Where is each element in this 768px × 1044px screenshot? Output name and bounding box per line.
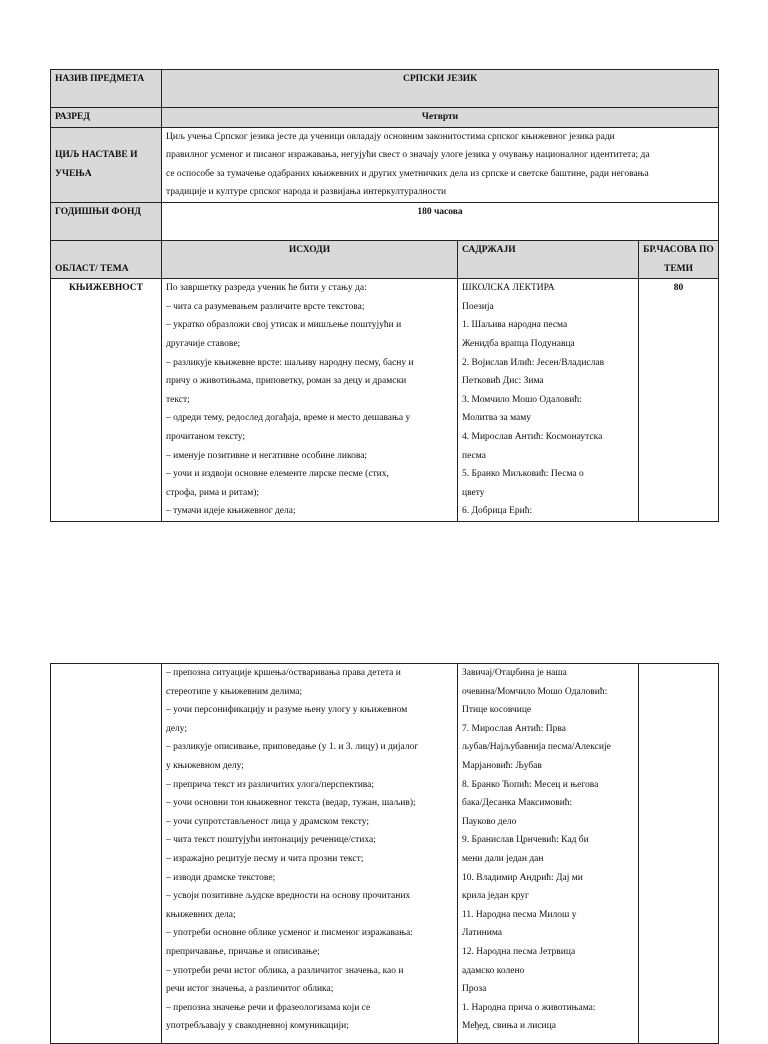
content-line: Поезија [462,301,494,312]
content-line: Молитва за маму [462,413,532,424]
content-line: Птице косовчице [462,705,532,716]
goal-line: правилног усменог и писаног изражавања, негујући свест о значају улоге језика у очувању националног идентитета; да [166,150,650,161]
outcome-line: – изражајно рецитује песму и чита прозни текст; [166,853,364,864]
outcome-line: препричавање, причање и описивање; [166,946,320,957]
outcome-line: – препричa текст из различитих улога/перспектива; [166,779,375,790]
area-cell-empty [51,664,162,1044]
outcome-line: – уочи основни тон књижевног текста (ведар, тужан, шаљив); [166,798,416,809]
content-line: Петковић Дис: Зима [462,376,544,387]
goal-label: ЦИЉ НАСТАВЕ И УЧЕЊА [51,127,162,202]
content-line: Завичај/Отаџбина је наша [462,668,567,678]
content-line: крила један круг [462,891,529,902]
outcome-line: – уочи персонификацију и разуме њену улогу у књижевном [166,705,408,716]
fund-value: 180 часова [162,202,719,240]
outcome-line: По завршетку разреда ученик ће бити у стању да: [166,283,367,294]
outcomes-cell [162,664,458,1044]
outcome-line: – одреди тему, редослед догађаја, време и место дешавања у [166,413,411,424]
content-line: 12. Народна песма Јетрвица [462,946,576,957]
content-line: 6. Добрица Ерић: [462,506,533,517]
outcome-line: књижевних дела; [166,909,236,920]
content-cell [458,279,639,522]
content-line: Пауково дело [462,816,517,827]
column-header-outcomes: ИСХОДИ [162,240,458,278]
content-line: цвету [462,487,485,498]
outcome-line: стереотипе у књижевним делима; [166,686,303,697]
fund-label: ГОДИШЊИ ФОНД [51,202,162,240]
grade-label: РАЗРЕД [51,108,162,128]
content-line: 1. Народна прича о животињама: [462,1002,596,1013]
outcome-line: строфа, рима и ритам); [166,487,260,498]
outcome-line: – разликује књижевне врсте: шаљиву народну песму, басну и [166,357,414,368]
outcome-line: у књижевном делу; [166,760,244,771]
content-line: ШКОЛСКА ЛЕКТИРА [462,283,555,294]
outcome-line: – чита са разумевањем различите врсте текстова; [166,301,365,312]
content-line: Марјановић: Љубав [462,760,542,771]
area-literature: КЊИЖЕВНОСТ [51,279,162,522]
outcome-line: – тумачи идеје књижевног дела; [166,506,296,517]
content-line: Међед, свиња и лисица [462,1021,556,1032]
outcome-line: – изводи драмске текстове; [166,872,276,883]
content-line: Латинима [462,928,502,939]
content-cell [458,664,639,1044]
goal-line: традиције и културе српског народа и развијања интеркултуралности [166,187,447,198]
outcome-line: – усвоји позитивне људске вредности на основу прочитаних [166,891,411,902]
outcome-line: текст; [166,394,190,405]
content-line: Женидба врапца Подунавца [462,338,575,349]
content-line: 1. Шаљива народна песма [462,320,568,331]
column-header-area: ОБЛАСТ/ ТЕМА [51,240,162,278]
outcome-line: другачије ставове; [166,338,241,349]
curriculum-table-header [50,69,719,522]
content-line: адамско колено [462,965,525,976]
content-line: 8. Бранко Ћопић: Месец и његова [462,779,599,790]
outcome-line: причу о животињама, приповетку, роман за децу и драмски [166,376,407,387]
outcome-line: употребљавају у свакодневној комуникацији; [166,1021,349,1032]
content-line: 11. Народна песма Милош у [462,909,577,920]
subject-value: СРПСКИ ЈЕЗИК [162,70,719,108]
content-line: 4. Мирослав Антић: Космонаутска [462,431,603,442]
outcome-line: – употреби основне облике усменог и писменог изражавања: [166,928,413,939]
content-line: очевина/Момчило Мошо Одаловић: [462,686,608,697]
column-header-hours: БР.ЧАСОВА ПО ТЕМИ [639,240,719,278]
subject-label: НАЗИВ ПРЕДМЕТА [51,70,162,108]
outcome-line: – препозна значење речи и фразеологизама који се [166,1002,371,1013]
hours-value: 80 [639,279,719,522]
outcome-line: речи истог значења, а различитог облика; [166,984,334,995]
content-line: 3. Момчило Мошо Одаловић: [462,394,582,405]
column-header-content: САДРЖАЈИ [458,240,639,278]
curriculum-table-continued [50,663,719,1044]
outcomes-cell [162,279,458,522]
outcome-line: – укратко образложи свој утисак и мишљење поштујући и [166,320,402,331]
outcome-line: – разликује описивање, приповедање (у 1. и 3. лицу) и дијалог [166,742,419,753]
outcome-line: прочитаном тексту; [166,431,245,442]
grade-value: Четврти [162,108,719,128]
content-line: 7. Мирослав Антић: Прва [462,723,566,734]
content-line: 9. Бранислав Црнчевић: Кад би [462,835,589,846]
content-line: песма [462,450,486,461]
goal-text [162,127,719,202]
outcome-line: – уочи супротстављеност лица у драмском тексту; [166,816,370,827]
content-line: 5. Бранко Миљковић: Песма о [462,469,584,480]
outcome-line: – чита текст поштујући интонацију реченице/стиха; [166,835,376,846]
content-line: мени дали један дан [462,853,544,864]
goal-line: Циљ учења Српског језика јесте да ученици овладају основним законитостима српског књижевног језика ради [166,131,615,142]
outcome-line: – препозна ситуације кршења/остваривања права детета и [166,668,401,678]
content-line: бака/Десанка Максимовић: [462,798,573,809]
content-line: Проза [462,984,487,995]
hours-cell-empty [639,664,719,1044]
outcome-line: делу; [166,723,188,734]
content-line: љубав/Најљубавнија песма/Алексије [462,742,611,753]
outcome-line: – именује позитивне и негативне особине ликова; [166,450,368,461]
outcome-line: – уочи и издвоји основне елементе лирске песме (стих, [166,469,389,480]
content-line: 10. Владимир Андрић: Дај ми [462,872,583,883]
content-line: 2. Војислав Илић: Јесен/Владислав [462,357,605,368]
goal-line: се оспособе за тумачење одабраних књижевних и других уметничких дела из српске и светске баштине, ради неговања [166,168,649,179]
outcome-line: – употреби речи истог облика, а различитог значења, као и [166,965,404,976]
